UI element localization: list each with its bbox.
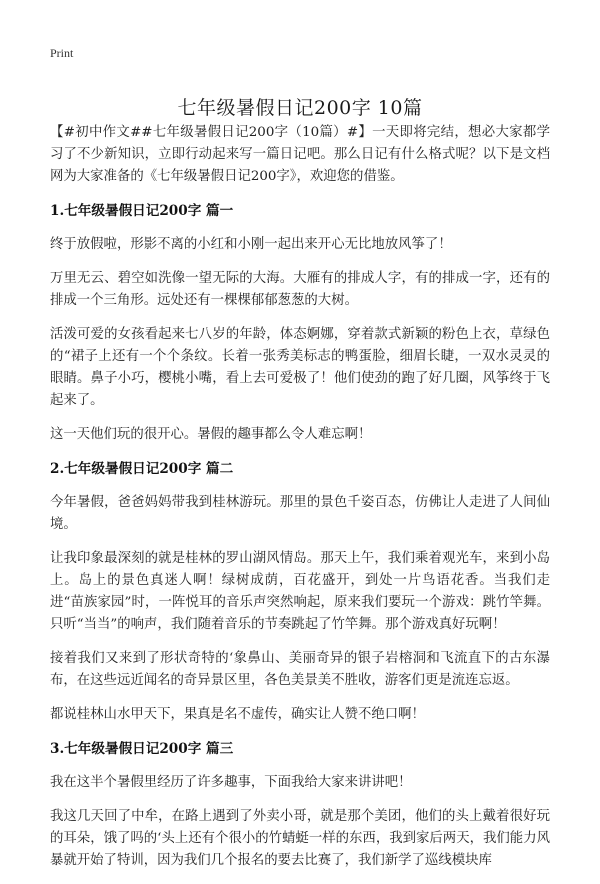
page-title: 七年级暑假日记200字 10篇 [177,96,423,119]
paragraph: 我在这半个暑假里经历了许多趣事，下面我给大家来讲讲吧！ [50,775,412,790]
section-3 [50,738,550,872]
section-1 [50,200,550,446]
paragraph: 我这几天回了中牟，在路上遇到了外卖小哥，就是那个美团，他们的头上戴着很好玩的耳朵，饿了吗的‘头上还有个很小的竹蜻蜓一样的东西，我到家后两天，我们能力风暴就开始了特训，因为我们几个报名的要去比赛了，我们新学了巡线模块库 [50,809,550,868]
section-2 [50,458,550,726]
paragraph: 接着我们又来到了形状奇特的‘象鼻山、美丽奇异的银子岩榕洞和飞流直下的古东瀑布，在这些远近闻名的奇异景区里，各色美景美不胜收，游客们更是流连忘返。 [50,651,550,688]
paragraph: 今年暑假，爸爸妈妈带我到桂林游玩。那里的景色千姿百态，仿佛让人走进了人间仙境。 [50,495,550,532]
section-heading: 3.七年级暑假日记200字 篇三 [50,741,234,757]
intro-paragraph: 【#初中作文##七年级暑假日记200字（10篇）#】一天即将完结，想必大家都学习了不少新知识，立即行动起来写一篇日记吧。那么日记有什么格式呢？以下是文档网为大家准备的《七年级暑假日记200字》，欢迎您的借鉴。 [50,125,550,184]
print-label: Print [50,46,74,60]
paragraph: 这一天他们玩的很开心。暑假的趣事都么令人难忘啊！ [50,427,372,442]
paragraph: 万里无云、碧空如洗像一望无际的大海。大雁有的排成人字，有的排成一字，还有的排成一个三角形。远处还有一棵棵郁郁葱葱的大树。 [50,271,550,308]
section-heading: 2.七年级暑假日记200字 篇二 [50,461,234,477]
paragraph: 活泼可爱的女孩看起来七八岁的年龄，体态婀娜，穿着款式新颖的粉色上衣，草绿色的“裙子上还有一个个条纹。长着一张秀美标志的鸭蛋脸，细眉长睫，一双水灵灵的眼睛。鼻子小巧，樱桃小嘴，看上去可爱极了！他们使劲的跑了好几圈，风筝终于飞起来了。 [50,327,550,408]
section-heading: 1.七年级暑假日记200字 篇一 [50,203,234,219]
paragraph: 让我印象最深刻的就是桂林的罗山湖风情岛。那天上午，我们乘着观光车，来到小岛上。岛上的景色真迷人啊！绿树成荫，百花盛开，到处一片鸟语花香。当我们走进“苗族家园”时，一阵悦耳的音乐声突然响起，原来我们要玩一个游戏：跳竹竿舞。只听“当当”的响声，我们随着音乐的节奏跳起了竹竿舞。那个游戏真好玩啊！ [50,551,550,632]
paragraph: 都说桂林山水甲天下，果真是名不虚传，确实让人赞不绝口啊！ [50,707,425,722]
paragraph: 终于放假啦，形影不离的小红和小刚一起出来开心无比地放风筝了！ [50,237,452,252]
article-body [50,122,550,884]
